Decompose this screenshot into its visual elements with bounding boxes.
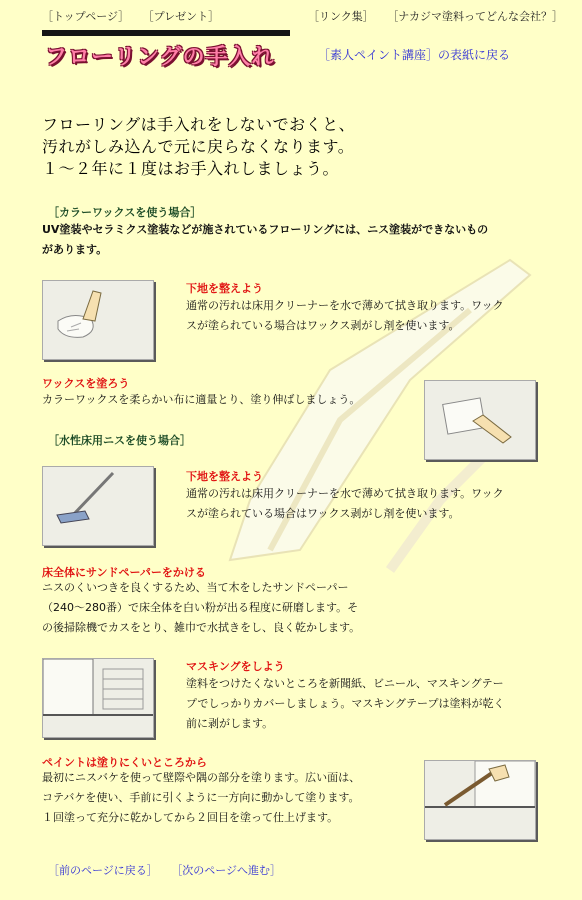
floor-cleaner-illustration <box>42 466 154 546</box>
step-text-line: １回塗って充分に乾かしてから２回目を塗って仕上げます。 <box>42 811 339 824</box>
wax-step2-text: カラーワックスを柔らかい布に適量とり、塗り伸ばしましょう。 <box>42 393 361 406</box>
step-text-line: 通常の汚れは床用クリーナーを水で薄めて拭き取ります。ワック <box>186 487 504 500</box>
wax-step2-title: ワックスを塗ろう <box>42 377 130 390</box>
wax-section-description <box>42 220 488 260</box>
varnish-step4-title: ペイントは塗りにくいところから <box>42 756 207 769</box>
applying-wax-illustration <box>424 380 536 460</box>
step-text-line: 通常の汚れは床用クリーナーを水で薄めて拭き取ります。ワック <box>186 299 504 312</box>
step-text-line: 塗料をつけたくないところを新聞紙、ビニール、マスキングテー <box>186 677 504 690</box>
wax-step1-text <box>186 296 504 336</box>
step-text-line: 最初にニスバケを使って壁際や隅の部分を塗ります。広い面は、 <box>42 771 361 784</box>
next-page-link[interactable]: ［次のページへ進む］ <box>171 864 282 877</box>
top-nav-left <box>42 8 229 24</box>
varnish-step1-title: 下地を整えよう <box>186 470 263 483</box>
varnish-step2-text <box>42 578 360 638</box>
nav-links-link[interactable]: ［リンク集］ <box>308 10 374 23</box>
brush-painting-illustration <box>424 760 536 840</box>
page-title: フローリングの手入れ <box>45 45 275 70</box>
nav-present-link[interactable]: ［プレゼント］ <box>142 10 220 23</box>
wax-step1-title: 下地を整えよう <box>186 282 263 295</box>
varnish-step3-text <box>186 674 504 734</box>
intro-line: １～２年に１度はお手入れしましょう。 <box>42 159 340 178</box>
wax-section-heading: ［カラーワックスを使う場合］ <box>48 206 202 219</box>
nav-company-link[interactable]: ［ナカジマ塗料ってどんな会社？］ <box>387 10 564 23</box>
step-text-line: スが塗られている場合はワックス剥がし剤を使います。 <box>186 319 460 332</box>
step-text-line: ニスのくいつきを良くするため、当て木をしたサンドペーパー <box>42 581 349 594</box>
footer-nav <box>48 862 291 878</box>
varnish-step4-text <box>42 768 360 828</box>
step-text-line: （240～280番）で床全体を白い粉が出る程度に研磨します。そ <box>42 601 359 614</box>
intro-line: 汚れがしみ込んで元に戻らなくなります。 <box>42 137 355 156</box>
step-text-line: コテバケを使い、手前に引くように一方向に動かして塗ります。 <box>42 791 360 804</box>
header-bar <box>42 30 290 36</box>
intro-text <box>42 114 355 180</box>
step-text-line: スが塗られている場合はワックス剥がし剤を使います。 <box>186 507 460 520</box>
prev-page-link[interactable]: ［前のページに戻る］ <box>48 864 158 877</box>
description-line: UV塗装やセラミクス塗装などが施されているフローリングには、ニス塗装ができないもの <box>42 223 489 236</box>
step-text-line: の後掃除機でカスをとり、雑巾で水拭きをし、良く乾かします。 <box>42 621 361 634</box>
top-nav-right <box>308 8 573 24</box>
nav-top-page-link[interactable]: ［トップページ］ <box>42 10 130 23</box>
masking-wall-illustration <box>42 658 154 738</box>
description-line: があります。 <box>42 243 108 256</box>
step-text-line: 前に剥がします。 <box>186 717 274 730</box>
varnish-step1-text <box>186 484 504 524</box>
varnish-section-heading: ［水性床用ニスを使う場合］ <box>48 434 191 447</box>
back-to-course-link[interactable]: ［素人ペイント講座］の表紙に戻る <box>318 48 511 62</box>
wiping-floor-illustration <box>42 280 154 360</box>
varnish-step3-title: マスキングをしよう <box>186 660 285 673</box>
intro-line: フローリングは手入れをしないでおくと、 <box>42 115 356 134</box>
varnish-step2-title: 床全体にサンドペーパーをかける <box>42 566 206 579</box>
step-text-line: プでしっかりカバーしましょう。マスキングテープは塗料が乾く <box>186 697 505 710</box>
